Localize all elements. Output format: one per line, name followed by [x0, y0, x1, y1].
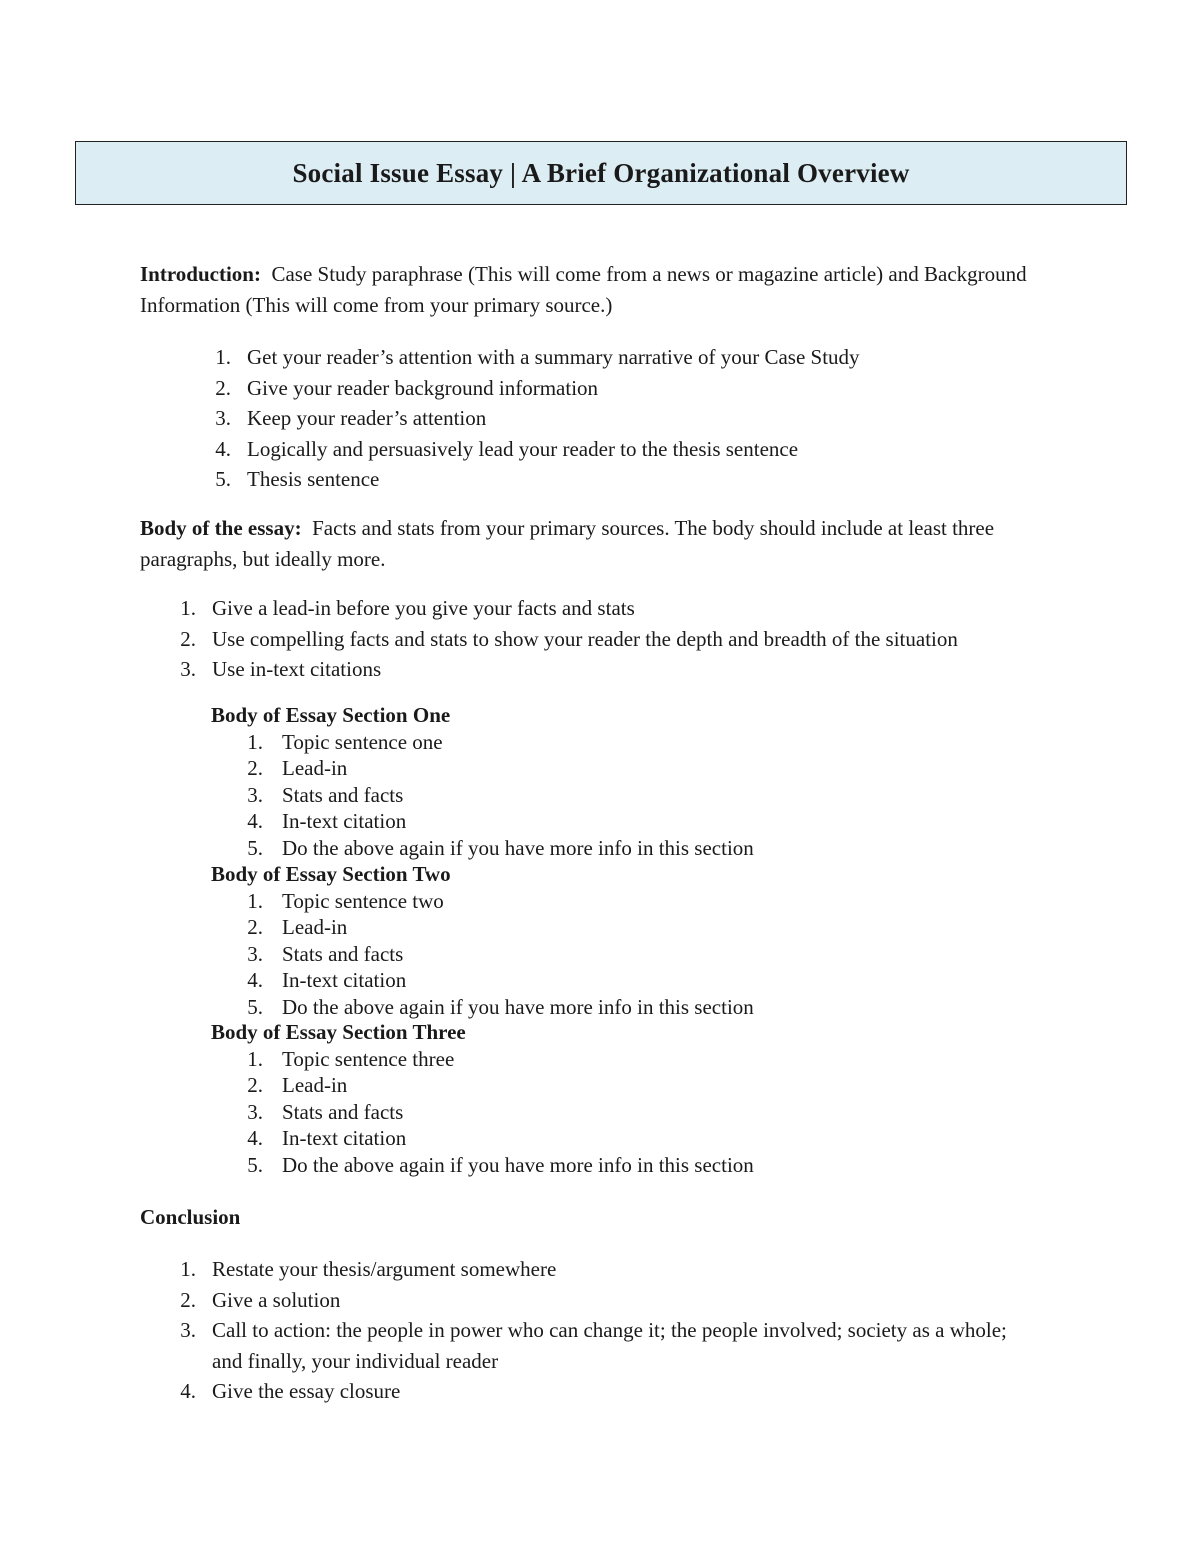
introduction-paragraph: [140, 259, 1040, 321]
section-three-heading: Body of Essay Section Three: [211, 1020, 466, 1044]
page-title: Social Issue Essay | A Brief Organizational Overview: [292, 157, 910, 188]
body-paragraph: [140, 513, 1040, 575]
list-item: 1. Restate your thesis/argument somewhere: [180, 1257, 557, 1281]
list-item: 4. Logically and persuasively lead your reader to the thesis sentence: [215, 436, 799, 461]
list-item: 2. Give your reader background information: [215, 375, 599, 400]
conclusion-list: [170, 1254, 1040, 1407]
list-item: 2. Lead-in: [247, 1073, 348, 1098]
body-list: [170, 593, 958, 685]
list-item: 3. Call to action: the people in power who can change it; the people involved; society as a whole; and finally, your individual reader: [180, 1318, 1007, 1373]
introduction-list: [205, 342, 860, 495]
list-item: 1. Get your reader’s attention with a summary narrative of your Case Study: [215, 345, 860, 369]
list-item: 2. Lead-in: [247, 756, 348, 781]
list-item: 5. Do the above again if you have more info in this section: [247, 1152, 754, 1177]
section-two-list: [240, 888, 754, 1020]
section-one-heading: Body of Essay Section One: [211, 703, 451, 727]
list-item: 4. In-text citation: [247, 968, 407, 993]
list-item: 2. Lead-in: [247, 915, 348, 940]
list-item: 3. Stats and facts: [247, 941, 404, 966]
introduction-label: Introduction:: [140, 262, 261, 286]
section-three-list: [240, 1046, 754, 1178]
list-item: 5. Thesis sentence: [215, 467, 380, 491]
list-item: 2. Use compelling facts and stats to show your reader the depth and breadth of the situation: [180, 626, 958, 651]
conclusion-heading: Conclusion: [140, 1205, 241, 1229]
list-item: 1. Give a lead-in before you give your facts and stats: [180, 596, 635, 620]
section-one-list: [240, 729, 754, 861]
list-item: 4. In-text citation: [247, 809, 407, 834]
list-item: 3. Use in-text citations: [180, 657, 382, 681]
list-item: 1. Topic sentence two: [247, 889, 444, 913]
list-item: 1. Topic sentence one: [247, 730, 443, 754]
list-item: 3. Stats and facts: [247, 1099, 404, 1124]
list-item: 5. Do the above again if you have more info in this section: [247, 835, 754, 860]
list-item: 2. Give a solution: [180, 1287, 341, 1312]
list-item: 1. Topic sentence three: [247, 1047, 455, 1071]
list-item: 3. Keep your reader’s attention: [215, 406, 487, 430]
list-item: 5. Do the above again if you have more info in this section: [247, 994, 754, 1019]
body-text: Facts and stats from your primary sources. The body should include at least three paragraphs, but ideally more.: [140, 516, 995, 571]
list-item: 3. Stats and facts: [247, 782, 404, 807]
title-box: [75, 141, 1127, 205]
list-item: 4. In-text citation: [247, 1126, 407, 1151]
introduction-text: Case Study paraphrase (This will come from a news or magazine article) and Background Information (This will come from your primary source.): [140, 262, 1027, 317]
section-two-heading: Body of Essay Section Two: [211, 862, 451, 886]
list-item: 4. Give the essay closure: [180, 1379, 401, 1403]
body-label: Body of the essay:: [140, 516, 302, 540]
